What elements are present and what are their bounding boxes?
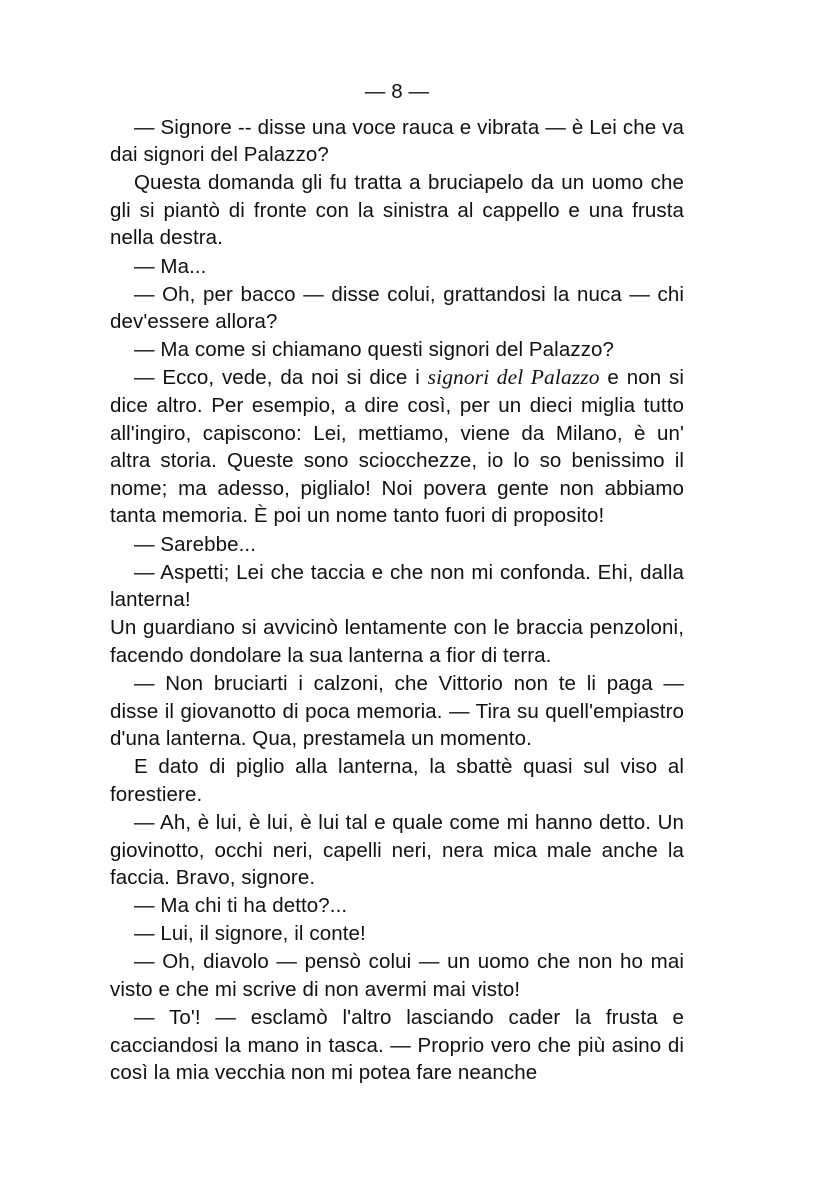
text-run: — Ecco, vede, da noi si dice i xyxy=(134,366,428,390)
paragraph-14 xyxy=(110,920,684,948)
paragraph-16 xyxy=(110,1004,684,1087)
paragraph-1 xyxy=(110,114,684,169)
italic-phrase: signori del Palazzo xyxy=(427,365,600,390)
text-run: — Oh, per bacco — disse colui, grattandosi la nuca — chi dev'essere allora? xyxy=(110,282,684,334)
text-run: e non si dice altro. Per esempio, a dire così, per un dieci miglia tutto all'ingiro, capiscono: Lei, mettiamo, viene da Milano, è un' altra storia. Queste sono sciocchezze, io lo so benissimo il nome; ma adesso, piglialo! Noi povera gente non abbiamo tanta memoria. È poi un nome tanto fuori di proposito! xyxy=(110,366,684,528)
text-run: — To'! — esclamò l'altro lasciando cader la frusta e cacciandosi la mano in tasca. — Proprio vero che più asino di così la mia vecchia non mi potea fare neanche xyxy=(110,1006,684,1085)
paragraph-3 xyxy=(110,253,684,281)
text-run: — Oh, diavolo — pensò colui — un uomo che non ho mai visto e che mi scrive di non avermi mai visto! xyxy=(110,950,684,1001)
text-run: Un guardiano si avvicinò lentamente con le braccia penzoloni, facendo dondolare la sua lanterna a fior di terra. xyxy=(110,616,684,667)
paragraph-10 xyxy=(110,670,684,753)
text-body xyxy=(110,114,684,1087)
paragraph-5 xyxy=(110,336,684,364)
paragraph-8 xyxy=(110,559,684,614)
text-run: E dato di piglio alla lanterna, la sbattè quasi sul viso al forestiere. xyxy=(110,755,684,806)
paragraph-15 xyxy=(110,948,684,1003)
text-run: — Aspetti; Lei che taccia e che non mi confonda. Ehi, dalla lanterna! xyxy=(110,560,684,612)
text-run: — Ah, è lui, è lui, è lui tal e quale come mi hanno detto. Un giovinotto, occhi neri, capelli neri, nera mica male anche la faccia. Bravo, signore. xyxy=(110,810,684,890)
text-run: Questa domanda gli fu tratta a bruciapelo da un uomo che gli si piantò di fronte con la sinistra al cappello e una frusta nella destra. xyxy=(110,171,684,250)
text-run: — Ma come si chiamano questi signori del Palazzo? xyxy=(134,338,615,362)
paragraph-4 xyxy=(110,281,684,336)
paragraph-13 xyxy=(110,892,684,920)
text-run: — Ma chi ti ha detto?... xyxy=(134,894,348,918)
book-page xyxy=(110,78,684,1087)
paragraph-12 xyxy=(110,809,684,892)
paragraph-6 xyxy=(110,364,684,530)
text-run: — Sarebbe... xyxy=(134,532,256,556)
text-run: — Lui, il signore, il conte! xyxy=(134,922,366,946)
paragraph-9 xyxy=(110,614,684,669)
paragraph-11 xyxy=(110,753,684,808)
paragraph-7 xyxy=(110,531,684,559)
page-number: — 8 — xyxy=(364,80,430,103)
text-run: — Ma... xyxy=(134,254,207,278)
text-run: — Signore -- disse una voce rauca e vibrata — è Lei che va dai signori del Palazzo? xyxy=(110,115,684,167)
text-run: — Non bruciarti i calzoni, che Vittorio non te li paga — disse il giovanotto di poca memoria. — Tira su quell'empiastro d'una lanterna. Qua, prestamela un momento. xyxy=(110,671,684,751)
paragraph-2 xyxy=(110,169,684,252)
